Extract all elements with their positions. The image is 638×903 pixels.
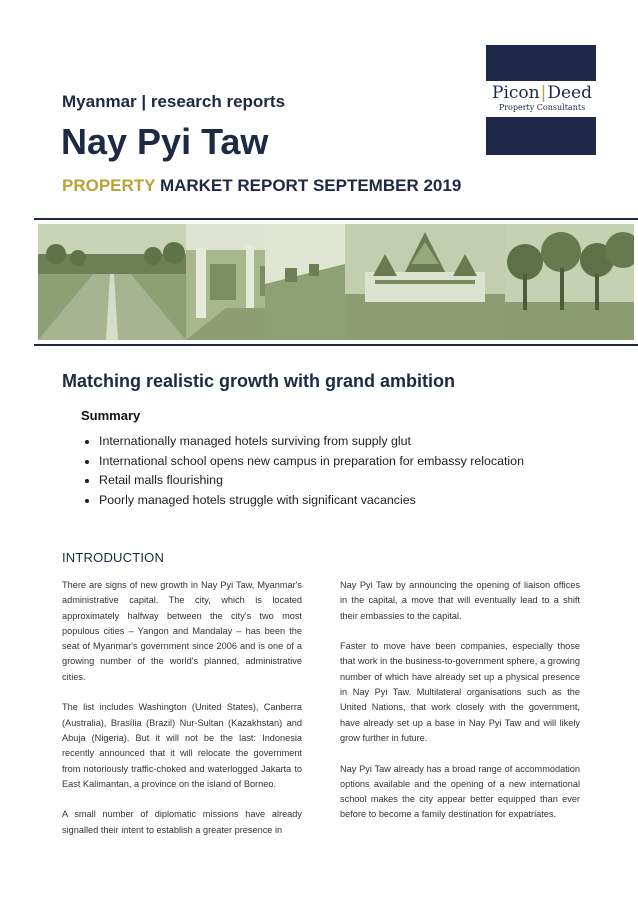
summary-item: • Retail malls flourishing [99, 471, 619, 491]
logo-plate [472, 81, 612, 117]
subtitle-rest: MARKET REPORT SEPTEMBER 2019 [155, 176, 462, 195]
paragraph: There are signs of new growth in Nay Pyi Taw, Myanmar's administrative capital. The city, which is located approximately halfway between the city's two most populous cities – Yangon and Mandalay – has been the seat of Myanmar's government since 2006 and is one of a growing number of the world's planned, administrative cities. [62, 580, 302, 682]
logo-separator: | [540, 83, 547, 103]
summary-label: Summary [81, 408, 141, 423]
subtitle-accent: PROPERTY [62, 176, 156, 195]
photo-palace [345, 224, 505, 340]
logo-name-right: Deed [547, 83, 592, 103]
boulevard-image [38, 224, 186, 340]
picon-deed-logo [486, 45, 596, 155]
paragraph: Nay Pyi Taw already has a broad range of accommodation options available and the opening of a new international school makes the city appear better equipped than ever before to become a family destination for expatriates. [340, 763, 580, 820]
report-subtitle [62, 176, 461, 196]
section-heading: Matching realistic growth with grand ambition [62, 371, 456, 391]
photo-boulevard [38, 224, 186, 340]
intro-column-left [62, 578, 302, 853]
introduction-heading: INTRODUCTION [62, 550, 165, 565]
intro-column-right [340, 578, 580, 838]
trees-image [505, 224, 634, 340]
paragraph: Nay Pyi Taw by announcing the opening of liaison offices in the capital, a move that will eventually lead to a shift their embassies to the capital. [340, 580, 580, 621]
logo-name [472, 81, 612, 103]
corridor-image [265, 224, 345, 340]
report-kicker: Myanmar | research reports [62, 92, 286, 111]
photo-trees [505, 224, 634, 340]
photo-strip [34, 218, 638, 346]
report-title: Nay Pyi Taw [61, 121, 269, 162]
summary-item: • International school opens new campus in preparation for embassy relocation [99, 452, 619, 472]
paragraph: The list includes Washington (United States), Canberra (Australia), Brasília (Brazil) Nur-Sultan (Kazakhstan) and Abuja (Nigeria). But it will not be the last: Indonesia recently announced that it will relocate the government from notoriously traffic-choked and waterlogged Jakarta to East Kalimantan, a province on the island of Borneo. [62, 702, 302, 789]
logo-name-left: Picon [492, 83, 540, 103]
summary-item: • Poorly managed hotels struggle with significant vacancies [99, 491, 619, 511]
paragraph: A small number of diplomatic missions have already signalled their intent to establish a greater presence in [62, 809, 302, 835]
palace-image [345, 224, 505, 340]
summary-item: • Internationally managed hotels surviving from supply glut [99, 432, 619, 452]
logo-tagline: Property Consultants [498, 103, 586, 112]
photo-corridor [265, 224, 345, 340]
paragraph: Faster to move have been companies, especially those that work in the business-to-government sphere, a growing number of which have already set up a physical presence in Nay Pyi Taw. Multilateral organisations such as the United Nations, that work closely with the government, have already set up a base in Nay Pyi Taw and will likely grow further in future. [340, 641, 580, 743]
summary-list [62, 432, 619, 510]
